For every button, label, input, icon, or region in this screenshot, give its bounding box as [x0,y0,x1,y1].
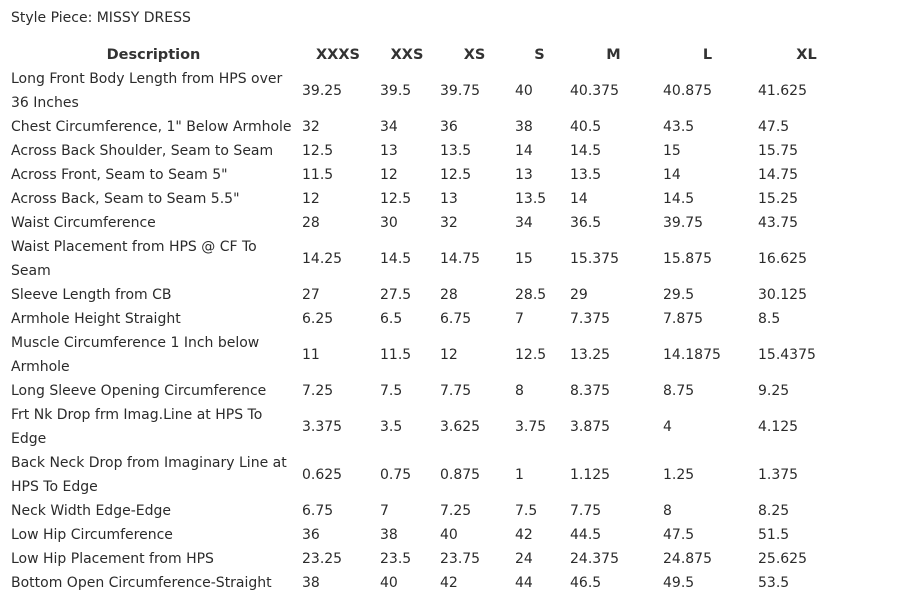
size-l-value-cell: 24.875 [663,551,712,567]
size-m-value-cell: 7.375 [570,311,611,327]
header-size-m: M [606,47,621,63]
size-xl-value-cell: 43.75 [758,215,799,231]
size-xs-value-cell: 12 [440,347,458,363]
size-xxxs-value-cell: 7.25 [302,383,334,399]
size-xs-value-cell: 39.75 [440,83,481,99]
table-row [8,547,858,571]
size-l-value-cell: 15.875 [663,251,712,267]
size-xxxs-value-cell: 6.25 [302,311,334,327]
size-xxs-value-cell: 3.5 [380,419,403,435]
size-xl-value-cell: 47.5 [758,119,790,135]
size-xs-value-cell: 3.625 [440,419,481,435]
row-description-cell: Waist Circumference [11,215,156,231]
size-xxs-value-cell: 38 [380,527,398,543]
size-xxxs-value-cell: 38 [302,575,320,591]
size-xs-value-cell: 32 [440,215,458,231]
header-size-s: S [534,47,545,63]
size-m-value-cell: 1.125 [570,467,611,483]
size-xxxs-value-cell: 11.5 [302,167,334,183]
size-m-value-cell: 24.375 [570,551,619,567]
size-xl-value-cell: 41.625 [758,83,807,99]
size-xxxs-value-cell: 28 [302,215,320,231]
size-s-value-cell: 14 [515,143,533,159]
size-s-value-cell: 28.5 [515,287,547,303]
size-xxxs-value-cell: 0.625 [302,467,343,483]
size-l-value-cell: 8.75 [663,383,695,399]
table-row [8,499,858,523]
row-description-cell: Chest Circumference, 1" Below Armhole [11,119,292,135]
size-l-value-cell: 1.25 [663,467,695,483]
row-description-cell: Across Front, Seam to Seam 5" [11,167,228,183]
size-m-value-cell: 40.5 [570,119,602,135]
size-s-value-cell: 40 [515,83,533,99]
table-row [8,187,858,211]
size-xxxs-value-cell: 12 [302,191,320,207]
size-xxs-value-cell: 40 [380,575,398,591]
size-m-value-cell: 15.375 [570,251,619,267]
size-xl-value-cell: 51.5 [758,527,790,543]
size-m-value-cell: 14 [570,191,588,207]
table-row [8,523,858,547]
size-m-value-cell: 40.375 [570,83,619,99]
size-l-value-cell: 49.5 [663,575,695,591]
size-xs-value-cell: 36 [440,119,458,135]
size-xl-value-cell: 30.125 [758,287,807,303]
size-xxxs-value-cell: 27 [302,287,320,303]
size-xl-value-cell: 4.125 [758,419,799,435]
size-l-value-cell: 29.5 [663,287,695,303]
size-s-value-cell: 38 [515,119,533,135]
size-l-value-cell: 14 [663,167,681,183]
table-row [8,67,858,115]
size-l-value-cell: 43.5 [663,119,695,135]
table-row [8,115,858,139]
size-l-value-cell: 15 [663,143,681,159]
size-xxs-value-cell: 12.5 [380,191,412,207]
size-m-value-cell: 46.5 [570,575,602,591]
size-s-value-cell: 3.75 [515,419,547,435]
size-xs-value-cell: 13.5 [440,143,472,159]
size-m-value-cell: 29 [570,287,588,303]
size-m-value-cell: 44.5 [570,527,602,543]
size-xs-value-cell: 12.5 [440,167,472,183]
size-m-value-cell: 36.5 [570,215,602,231]
row-description-cell: Bottom Open Circumference-Straight [11,575,272,591]
size-xl-value-cell: 14.75 [758,167,799,183]
table-row [8,163,858,187]
size-xs-value-cell: 13 [440,191,458,207]
size-xl-value-cell: 25.625 [758,551,807,567]
size-m-value-cell: 8.375 [570,383,611,399]
size-s-value-cell: 7 [515,311,524,327]
size-s-value-cell: 13.5 [515,191,547,207]
header-size-xxs: XXS [390,47,424,63]
header-description: Description [106,47,201,63]
size-xs-value-cell: 6.75 [440,311,472,327]
size-xs-value-cell: 0.875 [440,467,481,483]
row-description-cell: Low Hip Circumference [11,527,173,543]
size-xxs-value-cell: 7 [380,503,389,519]
table-row [8,571,858,595]
header-size-l: L [702,47,713,63]
table-row [8,451,858,499]
size-l-value-cell: 8 [663,503,672,519]
size-s-value-cell: 44 [515,575,533,591]
header-size-xxxs: XXXS [316,47,360,63]
table-row [8,307,858,331]
size-xxs-value-cell: 23.5 [380,551,412,567]
size-l-value-cell: 7.875 [663,311,704,327]
table-row [8,403,858,451]
size-xxs-value-cell: 27.5 [380,287,412,303]
size-xxs-value-cell: 34 [380,119,398,135]
size-s-value-cell: 12.5 [515,347,547,363]
row-description-cell: Low Hip Placement from HPS [11,551,214,567]
size-l-value-cell: 14.5 [663,191,695,207]
size-s-value-cell: 24 [515,551,533,567]
table-row [8,379,858,403]
size-xxs-value-cell: 7.5 [380,383,403,399]
table-row [8,139,858,163]
size-l-value-cell: 4 [663,419,672,435]
size-xxxs-value-cell: 39.25 [302,83,343,99]
row-description-cell: Long Sleeve Opening Circumference [11,383,267,399]
size-s-value-cell: 34 [515,215,533,231]
size-xs-value-cell: 7.75 [440,383,472,399]
size-xs-value-cell: 23.75 [440,551,481,567]
size-xxxs-value-cell: 36 [302,527,320,543]
size-m-value-cell: 13.25 [570,347,611,363]
size-xxs-value-cell: 0.75 [380,467,412,483]
size-s-value-cell: 7.5 [515,503,538,519]
size-xl-value-cell: 9.25 [758,383,790,399]
size-s-value-cell: 15 [515,251,533,267]
table-row [8,331,858,379]
size-xl-value-cell: 8.25 [758,503,790,519]
table-row [8,283,858,307]
row-description-cell: Back Neck Drop from Imaginary Line at HPS To Edge [11,455,287,495]
header-size-xl: XL [796,47,817,63]
row-description-cell: Frt Nk Drop frm Imag.Line at HPS To Edge [11,407,263,447]
row-description-cell: Neck Width Edge-Edge [11,503,171,519]
size-xxxs-value-cell: 6.75 [302,503,334,519]
size-l-value-cell: 39.75 [663,215,704,231]
row-description-cell: Long Front Body Length from HPS over 36 Inches [11,71,283,111]
size-xs-value-cell: 42 [440,575,458,591]
size-m-value-cell: 14.5 [570,143,602,159]
size-xxs-value-cell: 39.5 [380,83,412,99]
row-description-cell: Muscle Circumference 1 Inch below Armhole [11,335,260,375]
row-description-cell: Across Back, Seam to Seam 5.5" [11,191,240,207]
size-xl-value-cell: 8.5 [758,311,781,327]
size-spec-table [8,43,858,595]
table-row [8,211,858,235]
size-xxs-value-cell: 11.5 [380,347,412,363]
size-xl-value-cell: 15.4375 [758,347,816,363]
row-description-cell: Sleeve Length from CB [11,287,172,303]
size-m-value-cell: 7.75 [570,503,602,519]
size-xxxs-value-cell: 3.375 [302,419,343,435]
size-xs-value-cell: 14.75 [440,251,481,267]
style-piece-title: Style Piece: MISSY DRESS [11,10,191,26]
size-m-value-cell: 13.5 [570,167,602,183]
size-xxs-value-cell: 13 [380,143,398,159]
table-body [8,67,858,595]
row-description-cell: Armhole Height Straight [11,311,181,327]
size-s-value-cell: 8 [515,383,524,399]
size-xl-value-cell: 1.375 [758,467,799,483]
row-description-cell: Across Back Shoulder, Seam to Seam [11,143,274,159]
size-xxxs-value-cell: 32 [302,119,320,135]
size-xxxs-value-cell: 23.25 [302,551,343,567]
size-xl-value-cell: 15.75 [758,143,799,159]
table-row [8,235,858,283]
size-xxs-value-cell: 14.5 [380,251,412,267]
size-xxxs-value-cell: 11 [302,347,320,363]
size-xxxs-value-cell: 14.25 [302,251,343,267]
size-xs-value-cell: 28 [440,287,458,303]
size-xl-value-cell: 16.625 [758,251,807,267]
size-xl-value-cell: 53.5 [758,575,790,591]
size-xxxs-value-cell: 12.5 [302,143,334,159]
size-xxs-value-cell: 6.5 [380,311,403,327]
size-s-value-cell: 13 [515,167,533,183]
row-description-cell: Waist Placement from HPS @ CF To Seam [11,239,257,279]
size-xxs-value-cell: 12 [380,167,398,183]
size-xs-value-cell: 40 [440,527,458,543]
size-l-value-cell: 14.1875 [663,347,721,363]
size-s-value-cell: 1 [515,467,524,483]
size-xl-value-cell: 15.25 [758,191,799,207]
size-s-value-cell: 42 [515,527,533,543]
table-header-row [8,43,858,67]
size-m-value-cell: 3.875 [570,419,611,435]
size-l-value-cell: 40.875 [663,83,712,99]
size-l-value-cell: 47.5 [663,527,695,543]
size-xs-value-cell: 7.25 [440,503,472,519]
header-size-xs: XS [463,47,486,63]
size-xxs-value-cell: 30 [380,215,398,231]
